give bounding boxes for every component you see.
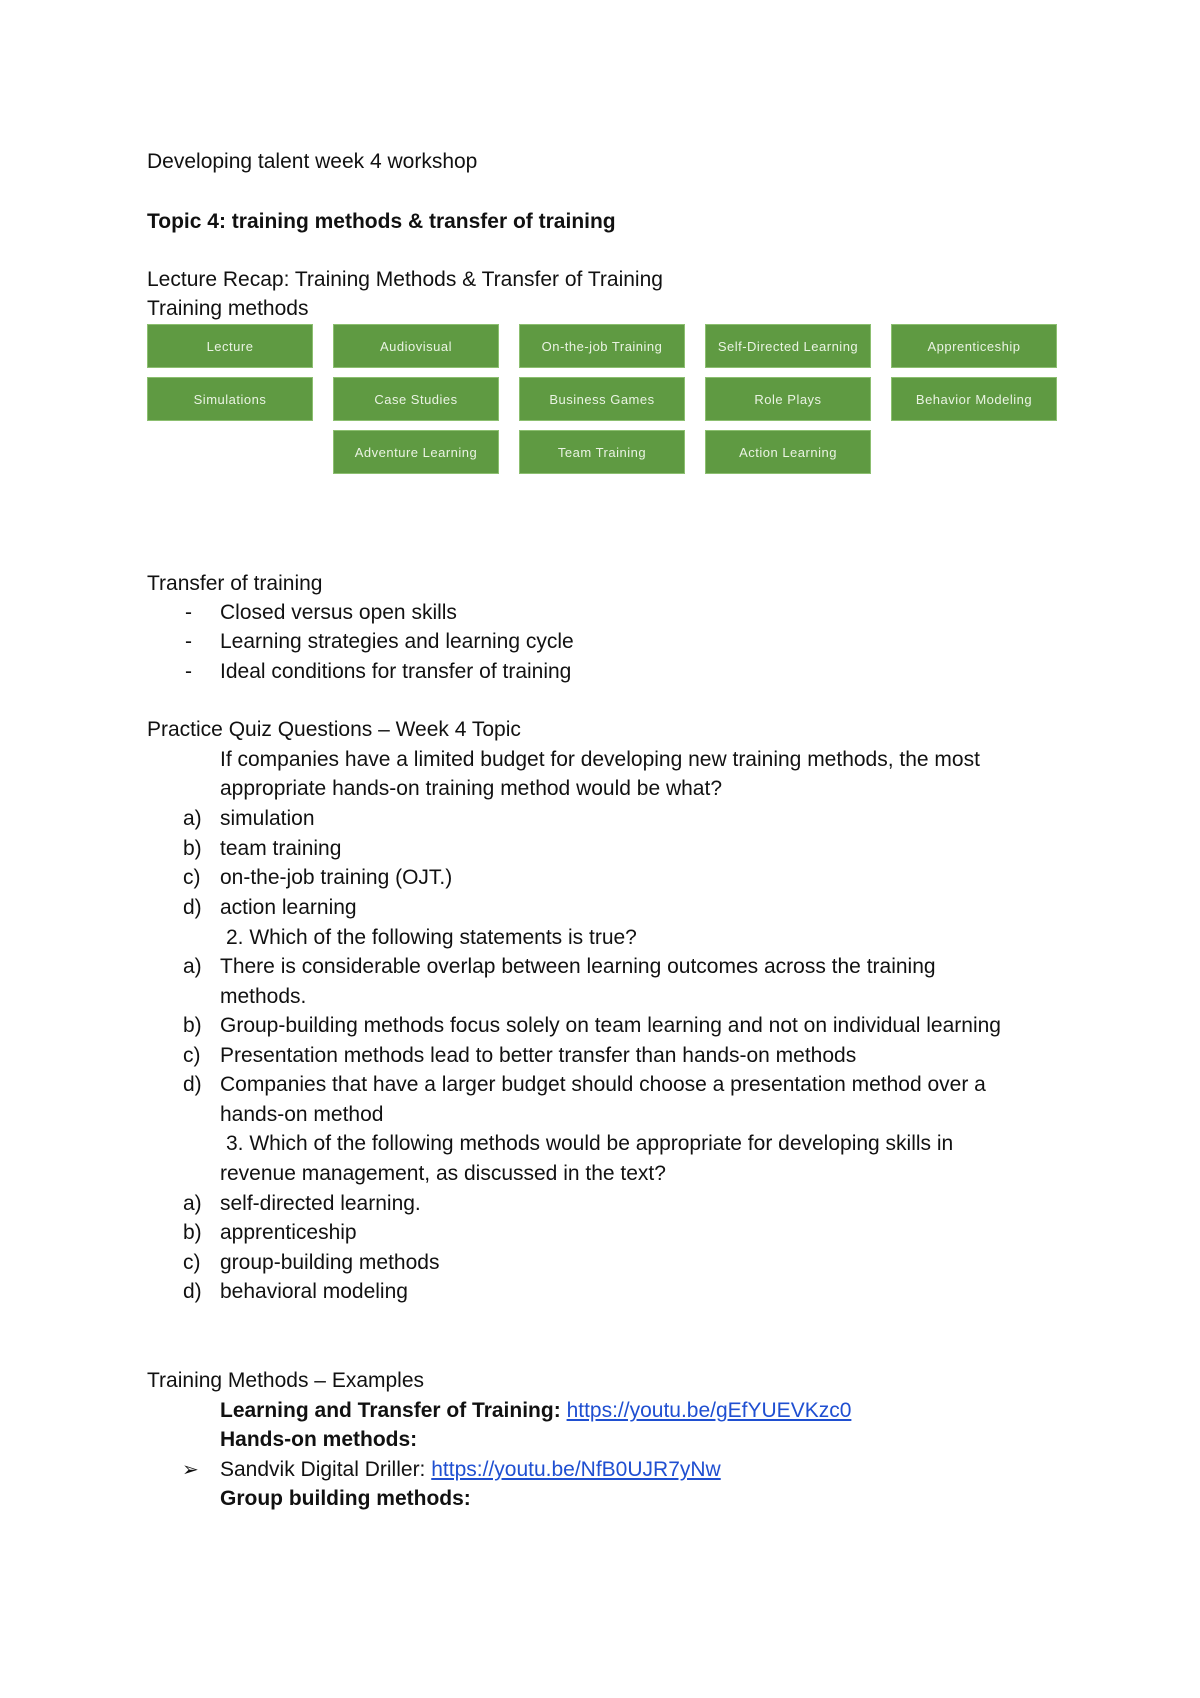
method-box: On-the-job Training bbox=[519, 324, 685, 368]
learning-label: Learning and Transfer of Training: bbox=[220, 1399, 561, 1422]
q3-option: group-building methods bbox=[220, 1251, 440, 1274]
option-letter: c) bbox=[183, 1251, 201, 1274]
method-box: Action Learning bbox=[705, 430, 871, 474]
q2-option: Group-building methods focus solely on team learning and not on individual learning bbox=[220, 1014, 1001, 1037]
topic-heading: Topic 4: training methods & transfer of training bbox=[147, 210, 616, 233]
q2-option: Companies that have a larger budget should choose a presentation method over a bbox=[220, 1073, 986, 1096]
option-letter: b) bbox=[183, 837, 202, 860]
method-box: Behavior Modeling bbox=[891, 377, 1057, 421]
transfer-item: Closed versus open skills bbox=[220, 601, 457, 624]
examples-heading: Training Methods – Examples bbox=[147, 1369, 425, 1392]
quiz-heading: Practice Quiz Questions – Week 4 Topic bbox=[147, 718, 521, 741]
hands-on-label: Hands-on methods: bbox=[220, 1428, 418, 1451]
q1-option: simulation bbox=[220, 807, 315, 830]
method-box: Team Training bbox=[519, 430, 685, 474]
question-1-line-2: appropriate hands-on training method would be what? bbox=[220, 777, 723, 800]
q2-option-cont: hands-on method bbox=[220, 1103, 384, 1126]
example-row-learning bbox=[220, 1397, 851, 1425]
option-letter: d) bbox=[183, 896, 202, 919]
bullet-dash: - bbox=[185, 601, 192, 624]
option-letter: c) bbox=[183, 1044, 201, 1067]
bullet-dash: - bbox=[185, 630, 192, 653]
method-box: Role Plays bbox=[705, 377, 871, 421]
training-methods-diagram bbox=[147, 324, 1061, 480]
method-box: Business Games bbox=[519, 377, 685, 421]
q2-option: Presentation methods lead to better transfer than hands-on methods bbox=[220, 1044, 857, 1067]
sandvik-label: Sandvik Digital Driller: bbox=[220, 1458, 426, 1481]
method-box: Simulations bbox=[147, 377, 313, 421]
question-3-line-1: 3. Which of the following methods would be appropriate for developing skills in bbox=[226, 1132, 954, 1155]
option-letter: d) bbox=[183, 1280, 202, 1303]
q1-option: action learning bbox=[220, 896, 357, 919]
q2-option-cont: methods. bbox=[220, 985, 307, 1008]
q3-option: behavioral modeling bbox=[220, 1280, 408, 1303]
q2-option: There is considerable overlap between learning outcomes across the training bbox=[220, 955, 936, 978]
q1-option: on-the-job training (OJT.) bbox=[220, 866, 453, 889]
bullet-dash: - bbox=[185, 660, 192, 683]
method-box: Self-Directed Learning bbox=[705, 324, 871, 368]
group-building-label: Group building methods: bbox=[220, 1487, 471, 1510]
question-2: 2. Which of the following statements is true? bbox=[226, 926, 637, 949]
option-letter: b) bbox=[183, 1221, 202, 1244]
recap-heading: Lecture Recap: Training Methods & Transfer of Training bbox=[147, 268, 663, 291]
option-letter: c) bbox=[183, 866, 201, 889]
question-1-line-1: If companies have a limited budget for developing new training methods, the most bbox=[220, 748, 980, 771]
method-box: Lecture bbox=[147, 324, 313, 368]
method-box: Audiovisual bbox=[333, 324, 499, 368]
transfer-item: Ideal conditions for transfer of training bbox=[220, 660, 572, 683]
option-letter: d) bbox=[183, 1073, 202, 1096]
q3-option: apprenticeship bbox=[220, 1221, 357, 1244]
transfer-item: Learning strategies and learning cycle bbox=[220, 630, 574, 653]
q3-option: self-directed learning. bbox=[220, 1192, 421, 1215]
option-letter: b) bbox=[183, 1014, 202, 1037]
method-box: Apprenticeship bbox=[891, 324, 1057, 368]
example-row-sandvik bbox=[220, 1456, 721, 1484]
sandvik-link[interactable]: https://youtu.be/NfB0UJR7yNw bbox=[431, 1458, 721, 1481]
method-box: Case Studies bbox=[333, 377, 499, 421]
document-title: Developing talent week 4 workshop bbox=[147, 150, 478, 173]
option-letter: a) bbox=[183, 1192, 202, 1215]
question-3-line-2: revenue management, as discussed in the text? bbox=[220, 1162, 666, 1185]
methods-heading: Training methods bbox=[147, 297, 309, 320]
option-letter: a) bbox=[183, 955, 202, 978]
arrow-bullet-icon: ➢ bbox=[182, 1459, 199, 1481]
option-letter: a) bbox=[183, 807, 202, 830]
transfer-heading: Transfer of training bbox=[147, 572, 323, 595]
q1-option: team training bbox=[220, 837, 342, 860]
method-box: Adventure Learning bbox=[333, 430, 499, 474]
learning-link[interactable]: https://youtu.be/gEfYUEVKzc0 bbox=[566, 1399, 852, 1422]
